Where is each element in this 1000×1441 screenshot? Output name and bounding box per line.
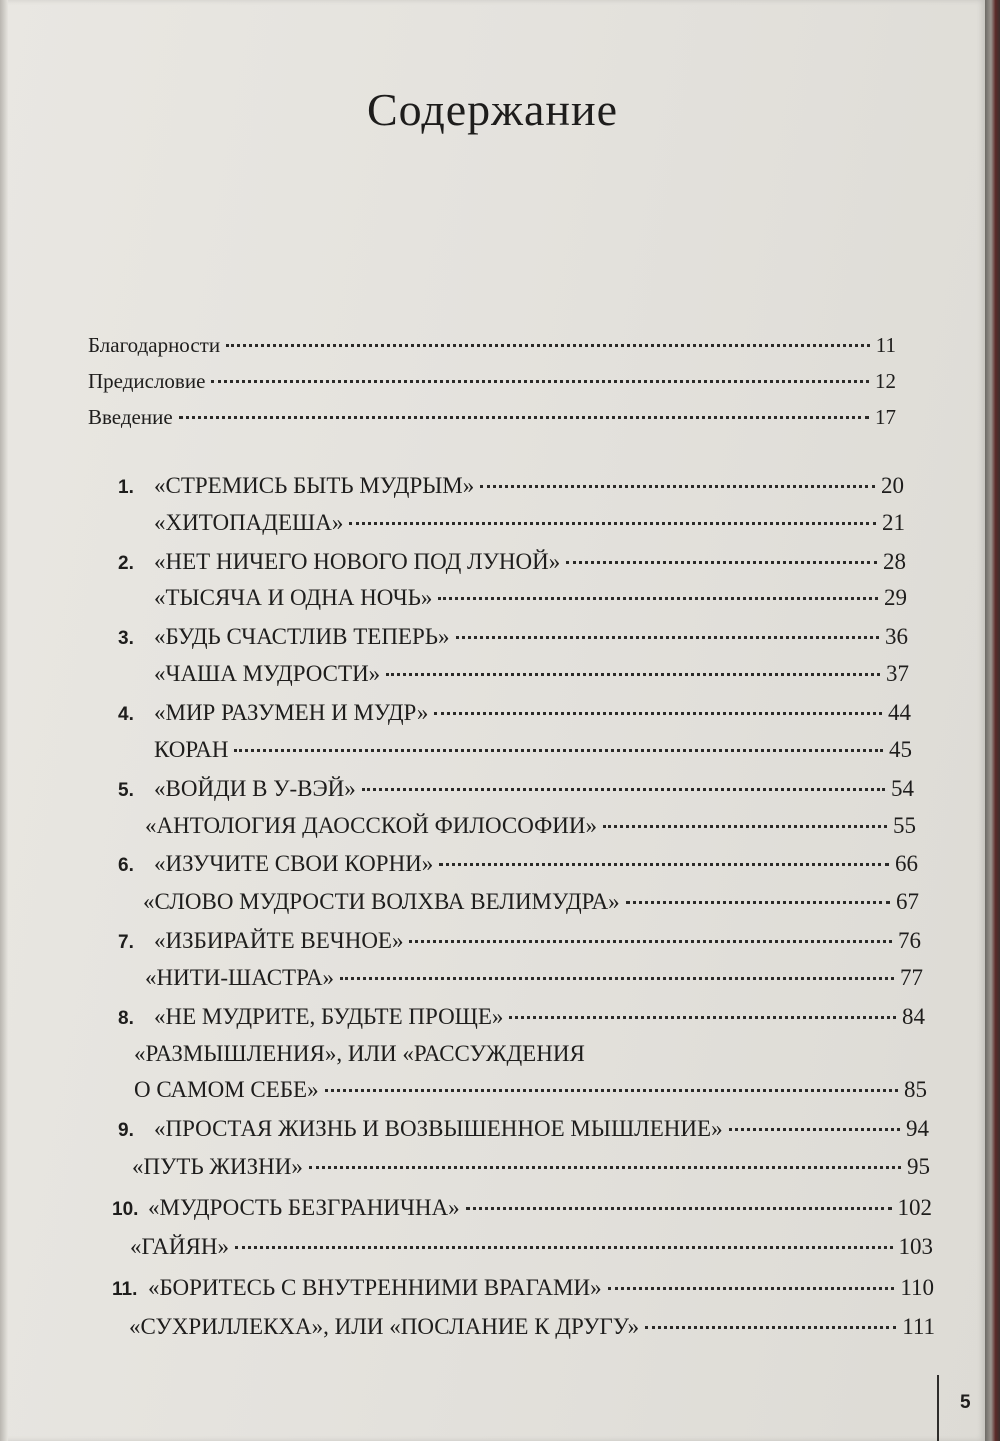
leader-dots: [608, 1287, 895, 1290]
page-title: Содержание: [366, 83, 619, 135]
source-title: «АНТОЛОГИЯ ДАОССКОЙ ФИЛОСОФИИ»: [145, 813, 597, 838]
chapter-page: 44: [888, 700, 911, 725]
source-title: «ПУТЬ ЖИЗНИ»: [132, 1154, 303, 1179]
page-number: 5: [960, 1392, 971, 1413]
chapter-number: 9.: [118, 1120, 134, 1141]
source-title: «ЧАША МУДРОСТИ»: [154, 661, 381, 686]
chapter-page: 102: [897, 1195, 932, 1220]
source-page: 85: [904, 1077, 927, 1102]
leader-dots: [626, 901, 890, 904]
toc-entry-introduction: [88, 405, 896, 430]
toc-source-11: [129, 1314, 935, 1340]
leader-dots: [466, 1207, 892, 1210]
leader-dots: [211, 380, 869, 383]
source-page: 77: [900, 965, 923, 990]
toc-source-6: [143, 889, 919, 915]
toc-source-5: [145, 813, 916, 839]
chapter-title: «СТРЕМИСЬ БЫТЬ МУДРЫМ»: [154, 473, 475, 498]
chapter-page: 76: [898, 928, 921, 953]
toc-chapter-2: [118, 549, 906, 575]
toc-entry-label: Предисловие: [88, 369, 206, 393]
chapter-number: 1.: [118, 477, 134, 498]
source-page: 37: [886, 661, 909, 686]
chapter-title: «ВОЙДИ В У-ВЭЙ»: [154, 776, 356, 801]
leader-dots: [349, 522, 876, 525]
chapter-number: 5.: [118, 780, 134, 801]
toc-entry-page: 11: [875, 333, 896, 357]
toc-entry-preface: [88, 369, 896, 394]
leader-dots: [438, 597, 878, 600]
toc-source-2: [154, 585, 907, 611]
leader-dots: [325, 1089, 898, 1092]
source-title-line2: О САМОМ СЕБЕ»: [134, 1077, 319, 1102]
chapter-page: 20: [881, 473, 904, 498]
toc-source-7: [145, 965, 923, 991]
chapter-number: 2.: [118, 553, 134, 574]
chapter-page: 94: [906, 1116, 929, 1141]
toc-entry-label: Благодарности: [88, 333, 221, 357]
toc-chapter-4: [118, 700, 911, 726]
chapter-number: 11.: [112, 1279, 138, 1300]
chapter-title: «МИР РАЗУМЕН И МУДР»: [154, 700, 429, 725]
toc-chapter-10: [112, 1195, 932, 1221]
chapter-title: «НЕТ НИЧЕГО НОВОГО ПОД ЛУНОЙ»: [154, 549, 561, 574]
source-page: 95: [907, 1154, 930, 1179]
toc-source-3: [154, 661, 909, 687]
source-title: «НИТИ-ШАСТРА»: [145, 965, 335, 990]
chapter-number: 6.: [118, 855, 134, 876]
leader-dots: [179, 416, 869, 419]
chapter-page: 28: [883, 549, 906, 574]
source-title: «СУХРИЛЛЕКХА», ИЛИ «ПОСЛАНИЕ К ДРУГУ»: [129, 1314, 640, 1339]
leader-dots: [645, 1326, 896, 1329]
toc-source-8: [134, 1077, 927, 1103]
toc-chapter-9: [118, 1116, 929, 1142]
leader-dots: [226, 344, 870, 347]
chapter-page: 66: [895, 851, 918, 876]
toc-chapter-5: [118, 776, 914, 802]
page-left-edge: [0, 0, 8, 1441]
chapter-number: 8.: [118, 1008, 134, 1029]
chapter-page: 110: [900, 1275, 934, 1300]
toc-entry-page: 12: [875, 369, 896, 393]
toc-source-4: [154, 737, 912, 763]
source-title: «ТЫСЯЧА И ОДНА НОЧЬ»: [154, 585, 433, 610]
source-page: 29: [884, 585, 907, 610]
source-page: 55: [893, 813, 916, 838]
leader-dots: [729, 1128, 900, 1131]
leader-dots: [234, 749, 883, 752]
toc-chapter-6: [118, 851, 918, 877]
leader-dots: [409, 940, 892, 943]
toc-entry-page: 17: [875, 405, 896, 429]
source-page: 111: [902, 1314, 935, 1339]
chapter-title: «МУДРОСТЬ БЕЗГРАНИЧНА»: [148, 1195, 460, 1220]
toc-source-10: [130, 1234, 933, 1260]
source-page: 103: [898, 1234, 933, 1259]
chapter-page: 84: [902, 1004, 925, 1029]
toc-source-1: [154, 510, 905, 536]
leader-dots: [386, 673, 880, 676]
chapter-number: 10.: [112, 1199, 139, 1220]
toc-chapter-7: [118, 928, 921, 954]
chapter-title: «НЕ МУДРИТЕ, БУДЬТЕ ПРОЩЕ»: [154, 1004, 504, 1029]
leader-dots: [439, 863, 889, 866]
toc-entry-acknowledgements: [88, 333, 896, 358]
source-title: «СЛОВО МУДРОСТИ ВОЛХВА ВЕЛИМУДРА»: [143, 889, 620, 914]
chapter-title: «ИЗУЧИТЕ СВОИ КОРНИ»: [154, 851, 434, 876]
chapter-title: «ИЗБИРАЙТЕ ВЕЧНОЕ»: [154, 928, 404, 953]
leader-dots: [603, 825, 887, 828]
leader-dots: [480, 485, 875, 488]
chapter-number: 4.: [118, 704, 134, 725]
leader-dots: [456, 636, 880, 639]
source-page: 21: [882, 510, 905, 535]
leader-dots: [309, 1166, 901, 1169]
source-title: «ГАЙЯН»: [130, 1234, 229, 1259]
book-spine-edge: [985, 0, 1000, 1441]
leader-dots: [434, 712, 882, 715]
chapter-number: 7.: [118, 932, 134, 953]
leader-dots: [340, 977, 894, 980]
source-page: 67: [896, 889, 919, 914]
chapter-title: «БОРИТЕСЬ С ВНУТРЕННИМИ ВРАГАМИ»: [148, 1275, 602, 1300]
toc-chapter-3: [118, 624, 908, 650]
leader-dots: [362, 788, 885, 791]
chapter-page: 36: [885, 624, 908, 649]
toc-entry-label: Введение: [88, 405, 173, 429]
toc-source-9: [132, 1154, 930, 1180]
leader-dots: [235, 1246, 893, 1249]
folio-rule: [937, 1375, 939, 1441]
toc-chapter-8: [118, 1004, 925, 1030]
source-title: КОРАН: [154, 737, 229, 762]
leader-dots: [566, 561, 877, 564]
toc-chapter-1: [118, 473, 904, 499]
chapter-number: 3.: [118, 628, 134, 649]
chapter-title: «ПРОСТАЯ ЖИЗНЬ И ВОЗВЫШЕННОЕ МЫШЛЕНИЕ»: [154, 1116, 723, 1141]
chapter-page: 54: [891, 776, 914, 801]
toc-chapter-11: [112, 1275, 934, 1301]
chapter-title: «БУДЬ СЧАСТЛИВ ТЕПЕРЬ»: [154, 624, 450, 649]
source-title: «ХИТОПАДЕША»: [154, 510, 344, 535]
source-page: 45: [889, 737, 912, 762]
source-title-line1: «РАЗМЫШЛЕНИЯ», ИЛИ «РАССУЖДЕНИЯ: [134, 1041, 585, 1066]
leader-dots: [509, 1016, 896, 1019]
